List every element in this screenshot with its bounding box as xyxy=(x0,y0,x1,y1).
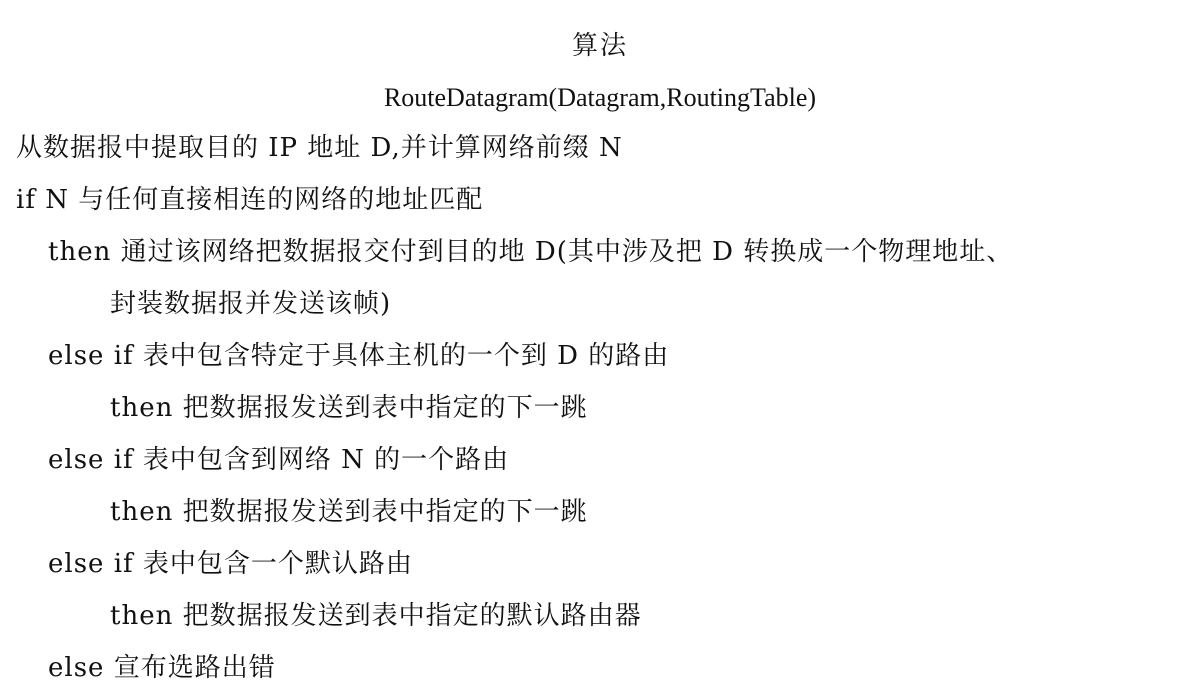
pseudocode-line-then-default-router: then 把数据报发送到表中指定的默认路由器 xyxy=(110,601,642,631)
pseudocode-line-encapsulate: 封装数据报并发送该帧) xyxy=(110,289,392,319)
pseudocode-line-then-nexthop-1: then 把数据报发送到表中指定的下一跳 xyxy=(110,393,588,423)
algorithm-title: 算法 xyxy=(571,31,628,61)
pseudocode-line-elseif-host: else if 表中包含特定于具体主机的一个到 D 的路由 xyxy=(48,341,670,371)
pseudocode-line-else-error: else 宣布选路出错 xyxy=(48,653,276,683)
algorithm-signature: RouteDatagram(Datagram,RoutingTable) xyxy=(383,83,817,112)
pseudocode-line-then-nexthop-2: then 把数据报发送到表中指定的下一跳 xyxy=(110,497,588,527)
pseudocode-line-extract: 从数据报中提取目的 IP 地址 D,并计算网络前缀 N xyxy=(16,133,623,163)
pseudocode-line-elseif-network: else if 表中包含到网络 N 的一个路由 xyxy=(48,445,510,475)
pseudocode-line-elseif-default: else if 表中包含一个默认路由 xyxy=(48,549,413,579)
pseudocode-line-if-direct: if N 与任何直接相连的网络的地址匹配 xyxy=(16,185,484,215)
pseudocode-line-then-deliver: then 通过该网络把数据报交付到目的地 D(其中涉及把 D 转换成一个物理地址、 xyxy=(48,237,1014,267)
